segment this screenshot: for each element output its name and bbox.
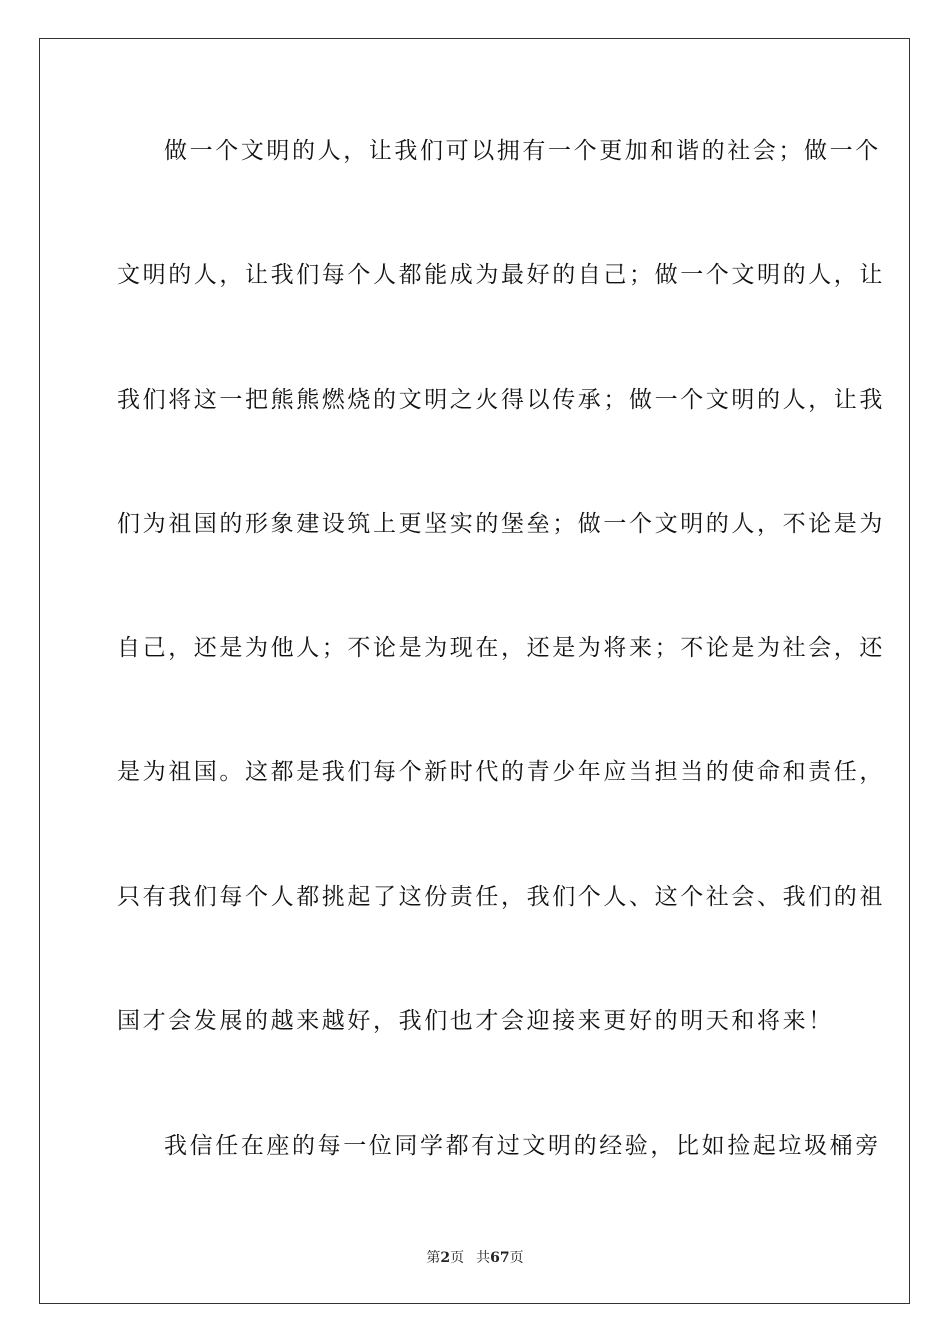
paragraph-1-line-2: 文明的人，让我们每个人都能成为最好的自己；做一个文明的人，让	[117, 262, 885, 288]
page-border	[39, 38, 910, 1304]
page-suffix: 页	[450, 1250, 465, 1266]
total-page-count: 67	[490, 1250, 510, 1266]
page-footer	[0, 1249, 950, 1267]
paragraph-1-line-4: 们为祖国的形象建设筑上更坚实的堡垒；做一个文明的人，不论是为	[117, 511, 885, 537]
total-suffix: 页	[509, 1250, 524, 1266]
paragraph-1-line-5: 自己，还是为他人；不论是为现在，还是为将来；不论是为社会，还	[117, 635, 885, 661]
total-prefix: 共	[476, 1250, 491, 1266]
paragraph-1-line-1: 做一个文明的人，让我们可以拥有一个更加和谐的社会；做一个	[164, 138, 881, 164]
paragraph-2-line-1: 我信任在座的每一位同学都有过文明的经验，比如捡起垃圾桶旁	[164, 1133, 881, 1159]
paragraph-1-line-3: 我们将这一把熊熊燃烧的文明之火得以传承；做一个文明的人，让我	[117, 387, 885, 413]
page-prefix: 第	[426, 1250, 441, 1266]
current-page-number: 2	[440, 1250, 451, 1266]
paragraph-1-line-6: 是为祖国。这都是我们每个新时代的青少年应当担当的使命和责任，	[117, 759, 885, 785]
paragraph-1-line-8: 国才会发展的越来越好，我们也才会迎接来更好的明天和将来！	[117, 1008, 834, 1034]
paragraph-1-line-7: 只有我们每个人都挑起了这份责任，我们个人、这个社会、我们的祖	[117, 884, 885, 910]
